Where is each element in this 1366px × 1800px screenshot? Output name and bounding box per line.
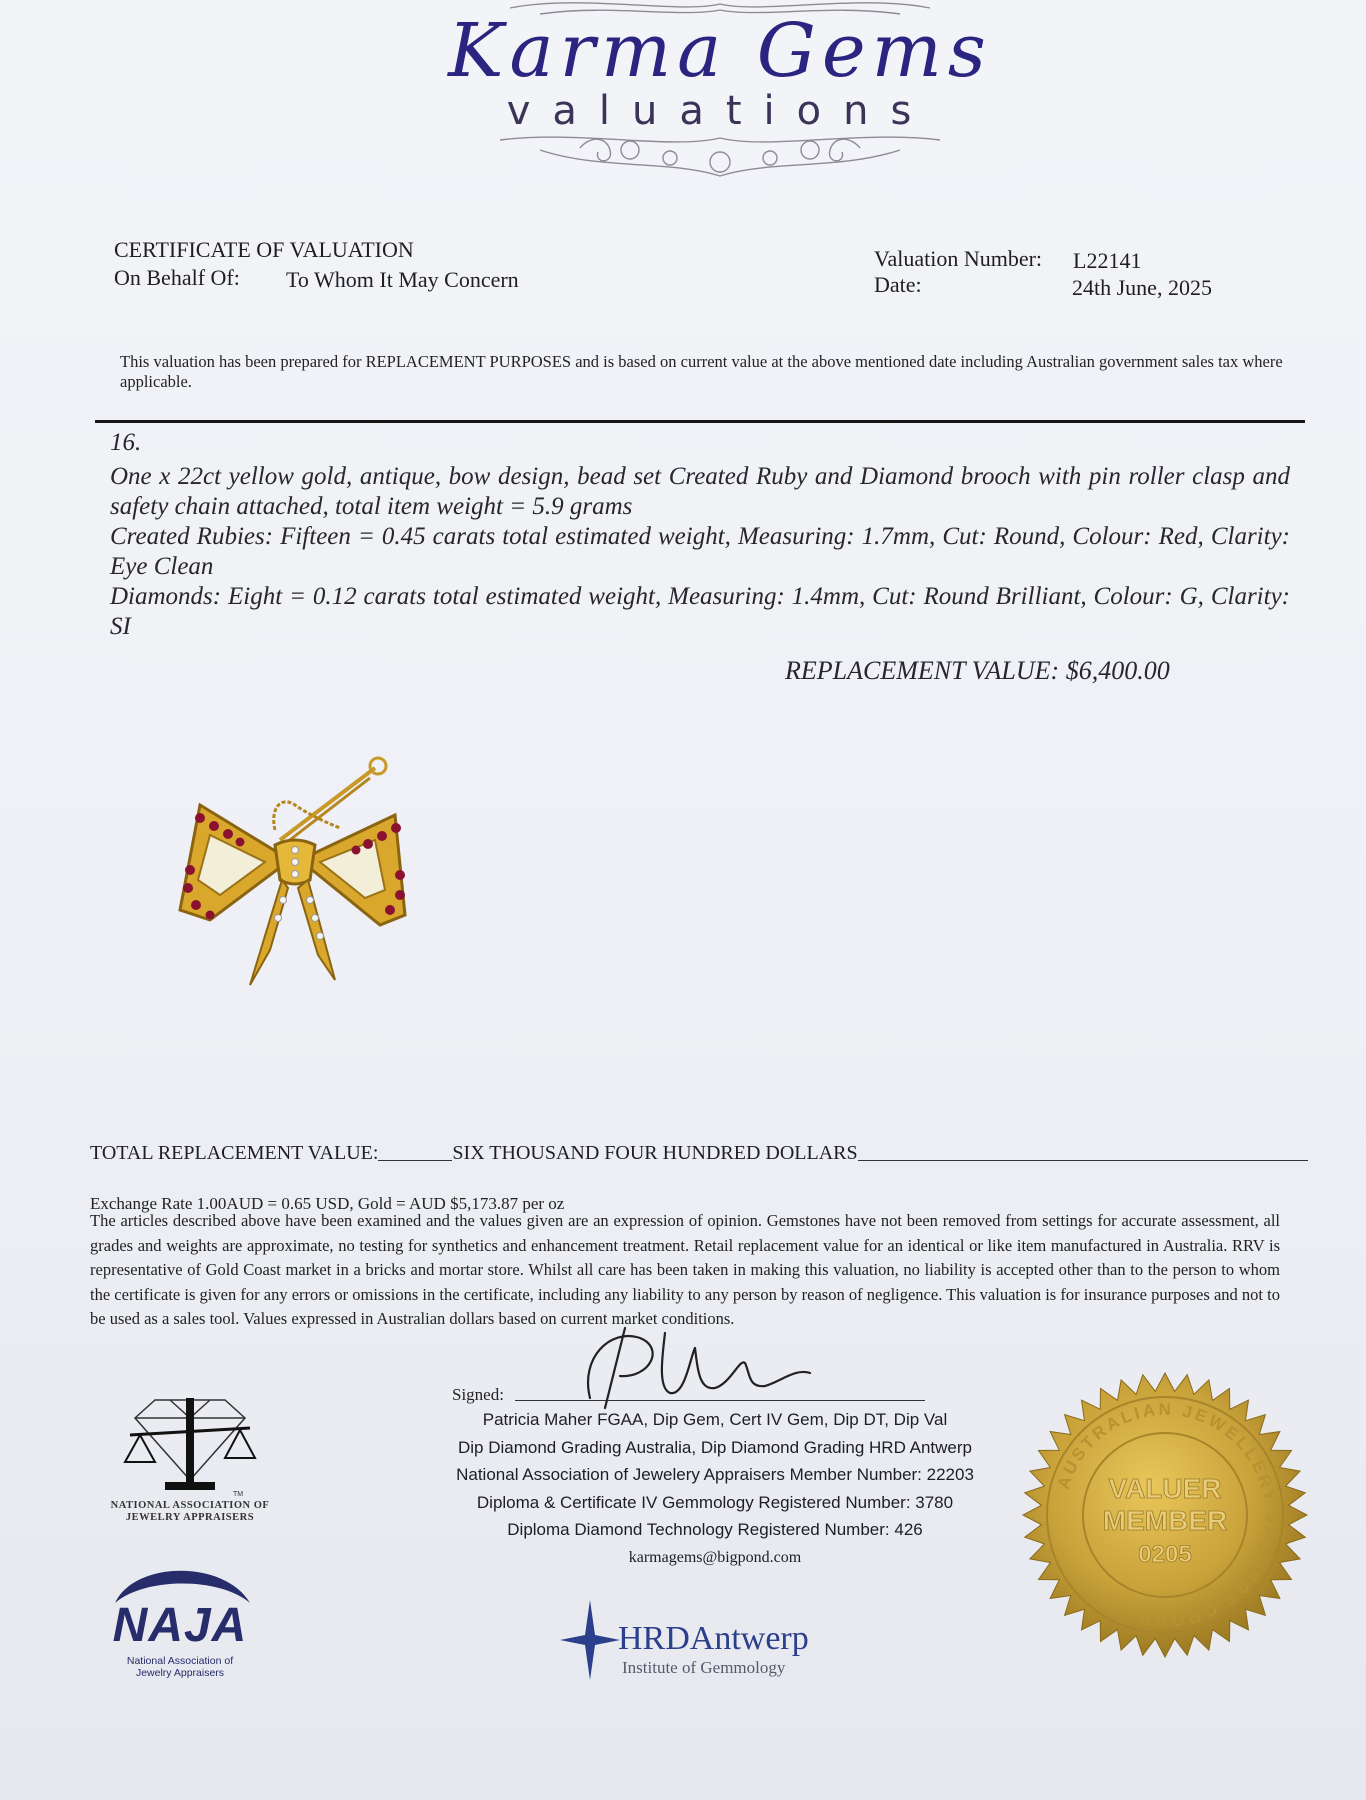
item-diamonds: Diamonds: Eight = 0.12 carats total estimated weight, Measuring: 1.4mm, Cut: Round Brilliant, Colour: G, Clarity: SI [110, 583, 1290, 640]
on-behalf-value: To Whom It May Concern [286, 267, 519, 292]
naja-scale-caption-line: NATIONAL ASSOCIATION OF [110, 1500, 270, 1511]
item-description: One x 22ct yellow gold, antique, bow design, bead set Created Ruby and Diamond brooch with pin roller clasp and safety chain attached, total item weight = 5.9 grams [110, 463, 1290, 520]
credential-line: National Association of Jewelery Appraisers Member Number: 22203 [456, 1465, 974, 1484]
scales-of-justice-icon [115, 1390, 265, 1500]
valuation-number-value: L22141 [1073, 248, 1142, 273]
item-number: 16. [110, 429, 142, 456]
naja-scale-caption-line: JEWELRY APPRAISERS [125, 1512, 255, 1523]
seal-line-member: MEMBER [1102, 1505, 1228, 1536]
exchange-rate: Exchange Rate 1.00AUD = 0.65 USD, Gold = AUD $5,173.87 per oz [90, 1194, 565, 1213]
brand-script-text: Karma Gems [448, 8, 992, 94]
divider-rule [95, 420, 1305, 423]
brooch-photo [170, 750, 430, 995]
certificate-title: CERTIFICATE OF VALUATION [114, 237, 414, 262]
karma-gems-logo [380, 0, 1060, 190]
disclaimer: The articles described above have been examined and the values given are an expression of opinion. Gemstones have not been removed from settings for accurate assessment, all grades and weights are approximate, no testing for synthetics and enhancement treatment. Retail replacement value for an identical or like item manufactured in Australia. RRV is representative of Gold Coast market in a bricks and mortar store. Whilst all care has been taken in making this valuation, no liability is accepted other than to the person to whom the certificate is given for any errors or omissions in the certificate, including any liability to any person by reason of negligence. This valuation is for insurance purposes and not to be used as a sales tool. Values expressed in Australian dollars based on current market conditions. [90, 1211, 1280, 1328]
item-rubies: Created Rubies: Fifteen = 0.45 carats total estimated weight, Measuring: 1.7mm, Cut: Round, Colour: Red, Clarity: Eye Clean [110, 523, 1290, 580]
handwritten-signature [570, 1318, 830, 1413]
naja-wordmark: NAJA [112, 1599, 248, 1652]
seal-line-valuer: VALUER [1108, 1473, 1222, 1504]
valuer-member-seal [1020, 1370, 1310, 1660]
hrd-star-icon [560, 1600, 620, 1680]
hrd-wordmark: HRDAntwerp [618, 1620, 809, 1657]
total-fill-line [858, 1160, 1308, 1161]
item-description-block [110, 428, 1290, 642]
date-label: Date: [874, 272, 922, 297]
naja-subtitle-line: Jewelry Appraisers [135, 1667, 225, 1679]
naja-scale-caption [95, 1500, 285, 1524]
date-value: 24th June, 2025 [1072, 275, 1212, 300]
credential-line: Diploma & Certificate IV Gemmology Registered Number: 3780 [476, 1492, 954, 1512]
total-value-words: SIX THOUSAND FOUR HUNDRED DOLLARS [452, 1142, 858, 1164]
preparation-note: This valuation has been prepared for REPLACEMENT PURPOSES and is based on current value at the above mentioned date including Australian government sales tax where applicable. [120, 352, 1283, 391]
seal-member-number: 0205 [1138, 1541, 1192, 1568]
naja-subtitle [100, 1655, 260, 1679]
hrd-subtitle: Institute of Gemmology [622, 1658, 786, 1677]
credentials-block [405, 1406, 1025, 1571]
naja-subtitle-line: National Association of [126, 1655, 234, 1667]
replacement-value: REPLACEMENT VALUE: $6,400.00 [785, 656, 1170, 685]
brand-sub-text: valuations [506, 88, 934, 134]
credential-line: Diploma Diamond Technology Registered Number: 426 [507, 1520, 923, 1539]
total-replacement-row [90, 1142, 1308, 1165]
total-label: TOTAL REPLACEMENT VALUE: [90, 1142, 379, 1164]
credential-line: Patricia Maher FGAA, Dip Gem, Cert IV Gem, Dip DT, Dip Val [482, 1410, 948, 1429]
on-behalf-label: On Behalf Of: [114, 265, 240, 290]
contact-email: karmagems@bigpond.com [628, 1548, 802, 1566]
signed-label: Signed: [452, 1385, 504, 1404]
seal-ring-text: AUSTRALIAN JEWELLERY VALUERS GROUP [1053, 1399, 1281, 1631]
credential-line: Dip Diamond Grading Australia, Dip Diamond Grading HRD Antwerp [457, 1437, 972, 1457]
total-blank-line [378, 1160, 452, 1161]
scale-tm-mark: TM [233, 1491, 244, 1498]
valuation-number-label: Valuation Number: [874, 246, 1043, 271]
